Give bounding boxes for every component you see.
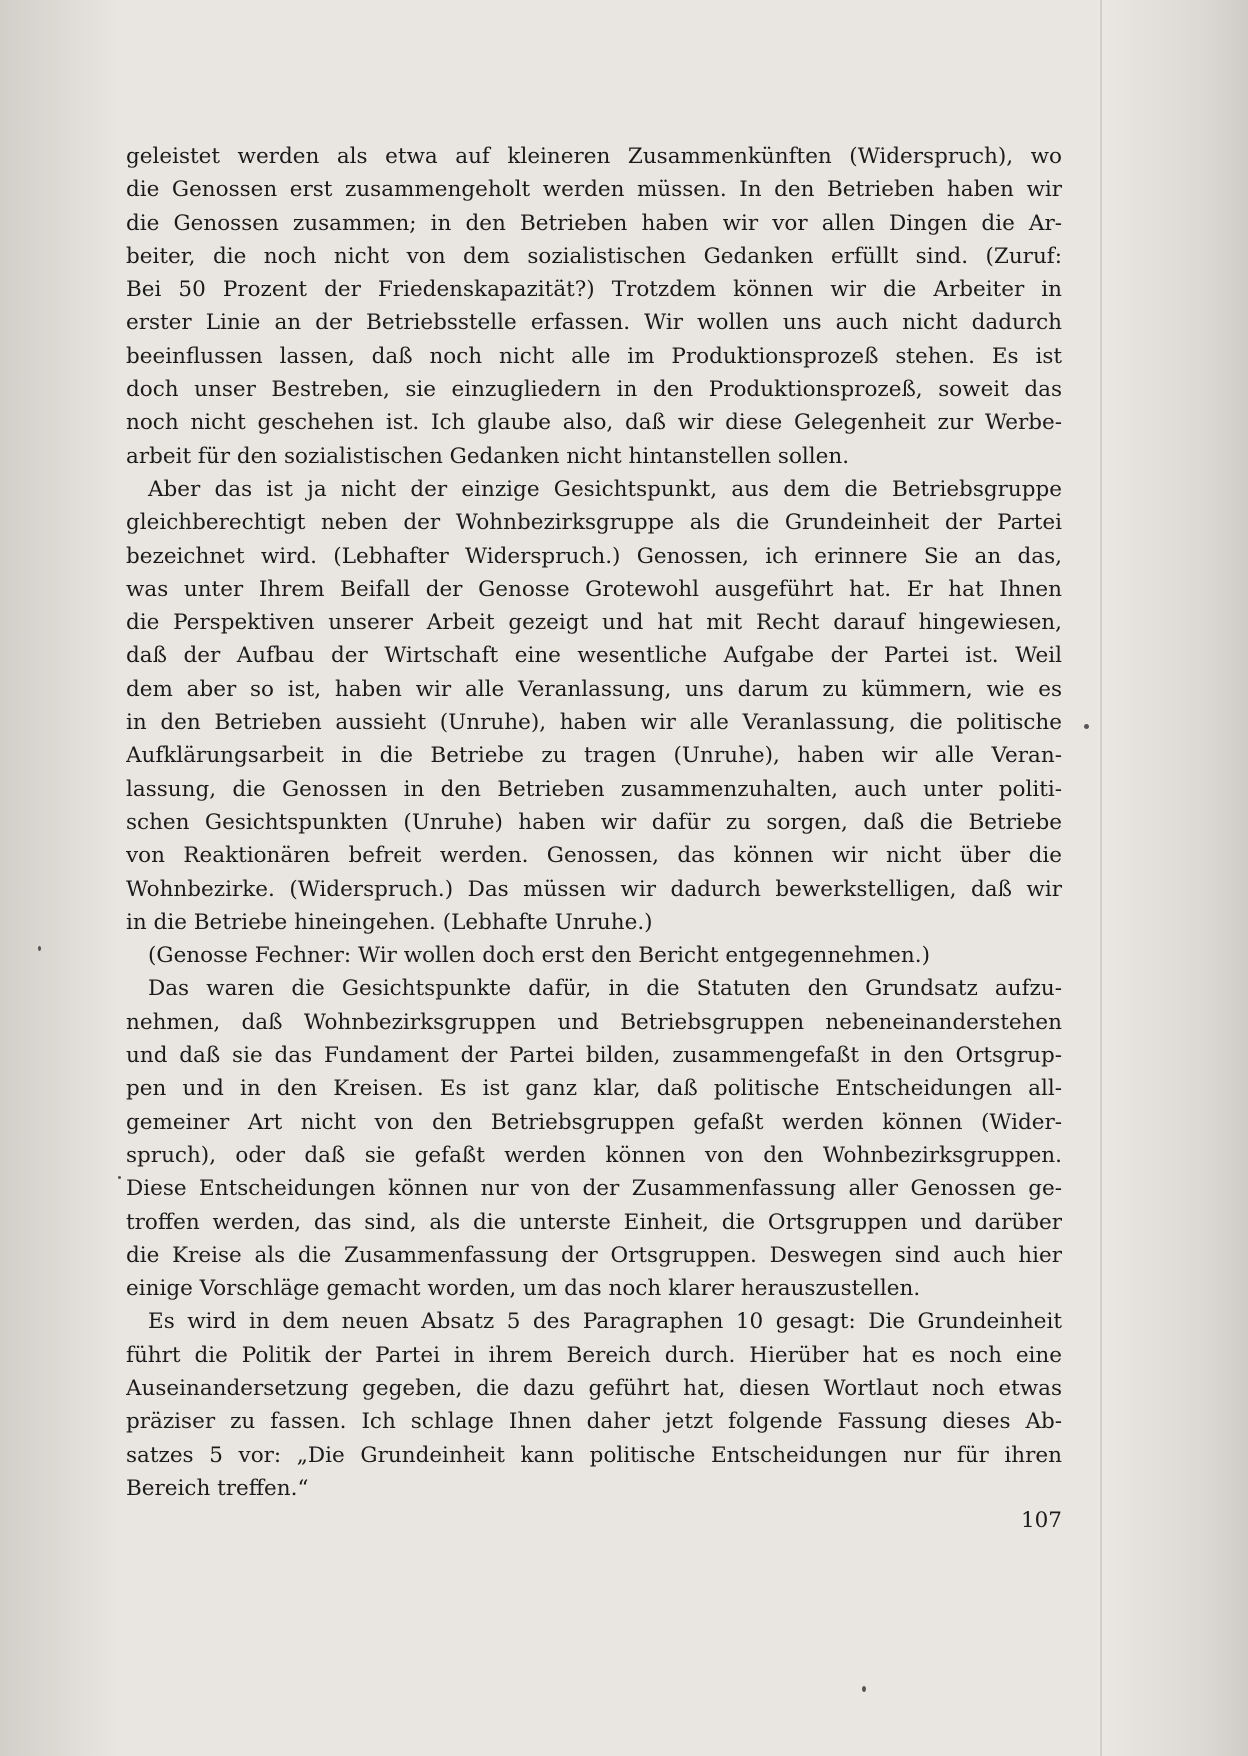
scan-speck — [38, 946, 41, 951]
text-line: Es wird in dem neuen Absatz 5 des Paragraphen 10 gesagt: Die Grundeinheit — [148, 1309, 1062, 1335]
text-line: gleichberechtigt neben der Wohnbezirksgruppe als die Grundeinheit der Partei — [126, 510, 1062, 536]
text-line: schen Gesichtspunkten (Unruhe) haben wir dafür zu sorgen, daß die Betriebe — [126, 809, 1062, 835]
text-line: Das waren die Gesichtspunkte dafür, in die Statuten den Grundsatz aufzu- — [148, 976, 1062, 1002]
text-line: was unter Ihrem Beifall der Genosse Grotewohl ausgeführt hat. Er hat Ihnen — [126, 576, 1062, 602]
text-line: Auseinandersetzung gegeben, die dazu geführt hat, diesen Wortlaut noch etwas — [126, 1375, 1062, 1401]
text-line: nehmen, daß Wohnbezirksgruppen und Betriebsgruppen nebeneinanderstehen — [126, 1009, 1062, 1035]
text-line: die Genossen erst zusammengeholt werden müssen. In den Betrieben haben wir — [126, 177, 1062, 203]
text-line: Aber das ist ja nicht der einzige Gesichtspunkt, aus dem die Betriebsgruppe — [148, 476, 1062, 502]
text-line: präziser zu fassen. Ich schlage Ihnen daher jetzt folgende Fassung dieses Ab- — [126, 1409, 1062, 1435]
page-number: 107 — [1020, 1508, 1062, 1533]
text-line: (Genosse Fechner: Wir wollen doch erst den Bericht entgegennehmen.) — [148, 943, 930, 969]
text-line: führt die Politik der Partei in ihrem Bereich durch. Hierüber hat es noch eine — [126, 1342, 1062, 1368]
text-line: dem aber so ist, haben wir alle Veranlassung, uns darum zu kümmern, wie es — [126, 676, 1062, 702]
text-line: in die Betriebe hineingehen. (Lebhafte Unruhe.) — [126, 909, 653, 935]
text-line: die Kreise als die Zusammenfassung der Ortsgruppen. Deswegen sind auch hier — [126, 1242, 1062, 1268]
text-line: daß der Aufbau der Wirtschaft eine wesentliche Aufgabe der Partei ist. Weil — [126, 643, 1062, 669]
scan-right-margin — [1098, 0, 1248, 1756]
text-line: Bei 50 Prozent der Friedenskapazität?) Trotzdem können wir die Arbeiter in — [126, 277, 1062, 303]
text-line: pen und in den Kreisen. Es ist ganz klar, daß politische Entscheidungen all- — [126, 1076, 1062, 1102]
paragraph-1 — [126, 140, 1062, 473]
text-line: Diese Entscheidungen können nur von der Zusammenfassung aller Genossen ge- — [126, 1176, 1062, 1202]
text-line: lassung, die Genossen in den Betrieben zusammenzuhalten, auch unter politi- — [126, 776, 1062, 802]
scan-speck — [1084, 724, 1089, 729]
scan-left-margin — [0, 0, 118, 1756]
text-line: doch unser Bestreben, sie einzugliedern in den Produktionsprozeß, soweit das — [126, 377, 1062, 403]
text-line: und daß sie das Fundament der Partei bilden, zusammengefaßt in den Ortsgrup- — [126, 1043, 1062, 1069]
paragraph-5 — [126, 1305, 1062, 1505]
text-line: beiter, die noch nicht von dem sozialistischen Gedanken erfüllt sind. (Zuruf: — [126, 243, 1062, 269]
text-line: arbeit für den sozialistischen Gedanken nicht hintanstellen sollen. — [126, 443, 850, 469]
paragraph-2 — [126, 473, 1062, 939]
text-line: spruch), oder daß sie gefaßt werden können von den Wohnbezirksgruppen. — [126, 1142, 1062, 1168]
text-line: die Perspektiven unserer Arbeit gezeigt und hat mit Recht darauf hingewiesen, — [126, 610, 1062, 636]
page-fold-line — [1100, 0, 1102, 1756]
text-line: beeinflussen lassen, daß noch nicht alle im Produktionsprozeß stehen. Es ist — [126, 343, 1062, 369]
text-line: Bereich treffen.“ — [126, 1475, 309, 1501]
text-line: die Genossen zusammen; in den Betrieben haben wir vor allen Dingen die Ar- — [126, 210, 1062, 236]
paragraph-4 — [126, 972, 1062, 1305]
text-line: bezeichnet wird. (Lebhafter Widerspruch.) Genossen, ich erinnere Sie an das, — [126, 543, 1062, 569]
text-line: gemeiner Art nicht von den Betriebsgruppen gefaßt werden können (Wider- — [126, 1109, 1062, 1135]
text-line: erster Linie an der Betriebsstelle erfassen. Wir wollen uns auch nicht dadurch — [126, 310, 1062, 336]
scan-speck — [118, 1176, 121, 1179]
text-line: einige Vorschläge gemacht worden, um das noch klarer herauszustellen. — [126, 1276, 921, 1302]
text-line: in den Betrieben aussieht (Unruhe), haben wir alle Veranlassung, die politische — [126, 710, 1062, 736]
text-line: satzes 5 vor: „Die Grundeinheit kann politische Entscheidungen nur für ihren — [126, 1442, 1062, 1468]
text-line: Wohnbezirke. (Widerspruch.) Das müssen wir dadurch bewerkstelligen, daß wir — [126, 876, 1062, 902]
text-line: Aufklärungsarbeit in die Betriebe zu tragen (Unruhe), haben wir alle Veran- — [126, 743, 1062, 769]
text-line: noch nicht geschehen ist. Ich glaube also, daß wir diese Gelegenheit zur Werbe- — [126, 410, 1062, 436]
scan-speck — [862, 1686, 866, 1692]
document-page — [126, 140, 1062, 1505]
paragraph-3 — [126, 939, 1062, 972]
text-line: troffen werden, das sind, als die unterste Einheit, die Ortsgruppen und darüber — [126, 1209, 1062, 1235]
text-line: geleistet werden als etwa auf kleineren Zusammenkünften (Widerspruch), wo — [126, 144, 1062, 169]
text-line: von Reaktionären befreit werden. Genossen, das können wir nicht über die — [126, 843, 1062, 869]
